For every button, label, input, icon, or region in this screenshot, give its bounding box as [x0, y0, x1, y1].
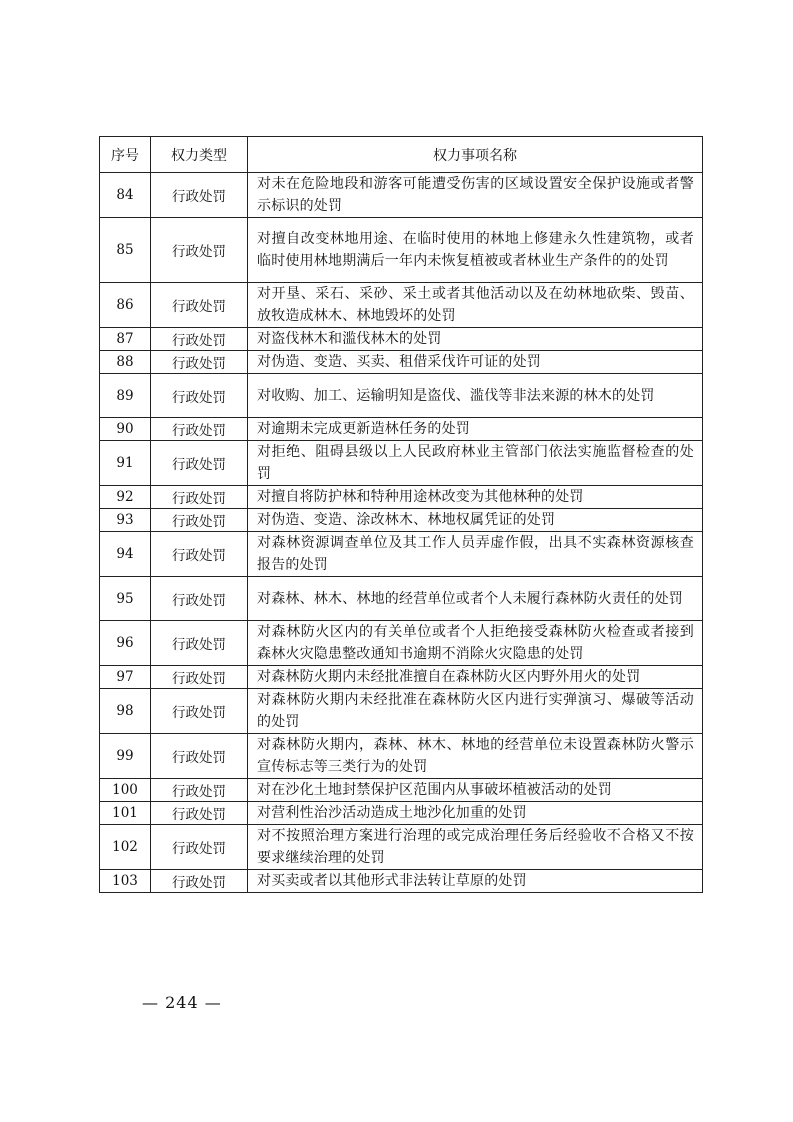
- row-seq: 86: [100, 283, 151, 328]
- row-name: 对买卖或者以其他形式非法转让草原的处罚: [248, 870, 703, 893]
- page-number: — 244 —: [142, 993, 222, 1012]
- row-name: 对森林、林木、林地的经营单位或者个人未履行森林防火责任的处罚: [248, 577, 703, 621]
- row-name: 对开垦、采石、采砂、采土或者其他活动以及在幼林地砍柴、毁苗、放牧造成林木、林地毁坏的处罚: [248, 283, 703, 328]
- row-seq: 98: [100, 689, 151, 734]
- table-row: [100, 779, 703, 802]
- row-type: 行政处罚: [151, 532, 248, 577]
- row-type: 行政处罚: [151, 802, 248, 825]
- power-items-table: [99, 136, 703, 893]
- table-row: [100, 351, 703, 374]
- row-name: 对逾期未完成更新造林任务的处罚: [248, 418, 703, 441]
- table-row: [100, 173, 703, 218]
- row-seq: 97: [100, 666, 151, 689]
- row-name: 对伪造、变造、买卖、租借采伐许可证的处罚: [248, 351, 703, 374]
- table-row: [100, 283, 703, 328]
- row-seq: 87: [100, 328, 151, 351]
- row-seq: 102: [100, 825, 151, 870]
- table-row: [100, 441, 703, 486]
- table-row: [100, 621, 703, 666]
- row-name: 对在沙化土地封禁保护区范围内从事破坏植被活动的处罚: [248, 779, 703, 802]
- row-name: 对森林防火区内的有关单位或者个人拒绝接受森林防火检查或者接到森林火灾隐患整改通知书逾期不消除火灾隐患的处罚: [248, 621, 703, 666]
- row-seq: 96: [100, 621, 151, 666]
- table-row: [100, 532, 703, 577]
- header-seq: 序号: [100, 137, 151, 173]
- table-header-row: [100, 137, 703, 173]
- header-type: 权力类型: [151, 137, 248, 173]
- table-row: [100, 666, 703, 689]
- table-row: [100, 328, 703, 351]
- row-type: 行政处罚: [151, 779, 248, 802]
- row-seq: 95: [100, 577, 151, 621]
- table-row: [100, 577, 703, 621]
- row-name: 对营利性治沙活动造成土地沙化加重的处罚: [248, 802, 703, 825]
- row-name: 对森林资源调查单位及其工作人员弄虚作假，出具不实森林资源核查报告的处罚: [248, 532, 703, 577]
- table-row: [100, 825, 703, 870]
- row-name: 对森林防火期内未经批准擅自在森林防火区内野外用火的处罚: [248, 666, 703, 689]
- row-type: 行政处罚: [151, 734, 248, 779]
- row-type: 行政处罚: [151, 218, 248, 283]
- row-seq: 85: [100, 218, 151, 283]
- table-row: [100, 486, 703, 509]
- row-type: 行政处罚: [151, 418, 248, 441]
- row-seq: 99: [100, 734, 151, 779]
- row-seq: 92: [100, 486, 151, 509]
- row-name: 对未在危险地段和游客可能遭受伤害的区域设置安全保护设施或者警示标识的处罚: [248, 173, 703, 218]
- row-type: 行政处罚: [151, 441, 248, 486]
- row-type: 行政处罚: [151, 870, 248, 893]
- row-seq: 100: [100, 779, 151, 802]
- row-seq: 103: [100, 870, 151, 893]
- row-type: 行政处罚: [151, 173, 248, 218]
- header-name: 权力事项名称: [248, 137, 703, 173]
- table-row: [100, 689, 703, 734]
- row-seq: 90: [100, 418, 151, 441]
- row-seq: 89: [100, 374, 151, 418]
- table-body: [100, 173, 703, 893]
- row-name: 对拒绝、阻碍县级以上人民政府林业主管部门依法实施监督检查的处罚: [248, 441, 703, 486]
- table-row: [100, 418, 703, 441]
- row-seq: 88: [100, 351, 151, 374]
- row-type: 行政处罚: [151, 509, 248, 532]
- row-type: 行政处罚: [151, 328, 248, 351]
- row-type: 行政处罚: [151, 689, 248, 734]
- row-type: 行政处罚: [151, 283, 248, 328]
- table-row: [100, 218, 703, 283]
- row-seq: 94: [100, 532, 151, 577]
- row-name: 对收购、加工、运输明知是盗伐、滥伐等非法来源的林木的处罚: [248, 374, 703, 418]
- row-type: 行政处罚: [151, 374, 248, 418]
- row-seq: 91: [100, 441, 151, 486]
- table-row: [100, 374, 703, 418]
- row-name: 对森林防火期内未经批准在森林防火区内进行实弹演习、爆破等活动的处罚: [248, 689, 703, 734]
- row-name: 对伪造、变造、涂改林木、林地权属凭证的处罚: [248, 509, 703, 532]
- row-name: 对不按照治理方案进行治理的或完成治理任务后经验收不合格又不按要求继续治理的处罚: [248, 825, 703, 870]
- row-name: 对盗伐林木和滥伐林木的处罚: [248, 328, 703, 351]
- row-type: 行政处罚: [151, 351, 248, 374]
- row-type: 行政处罚: [151, 825, 248, 870]
- row-seq: 101: [100, 802, 151, 825]
- row-type: 行政处罚: [151, 621, 248, 666]
- table-row: [100, 734, 703, 779]
- row-seq: 93: [100, 509, 151, 532]
- row-type: 行政处罚: [151, 577, 248, 621]
- table-row: [100, 802, 703, 825]
- table-row: [100, 870, 703, 893]
- row-type: 行政处罚: [151, 486, 248, 509]
- row-seq: 84: [100, 173, 151, 218]
- row-name: 对擅自改变林地用途、在临时使用的林地上修建永久性建筑物，或者临时使用林地期满后一年内未恢复植被或者林业生产条件的的处罚: [248, 218, 703, 283]
- row-type: 行政处罚: [151, 666, 248, 689]
- table-row: [100, 509, 703, 532]
- row-name: 对森林防火期内，森林、林木、林地的经营单位未设置森林防火警示宣传标志等三类行为的处罚: [248, 734, 703, 779]
- row-name: 对擅自将防护林和特种用途林改变为其他林种的处罚: [248, 486, 703, 509]
